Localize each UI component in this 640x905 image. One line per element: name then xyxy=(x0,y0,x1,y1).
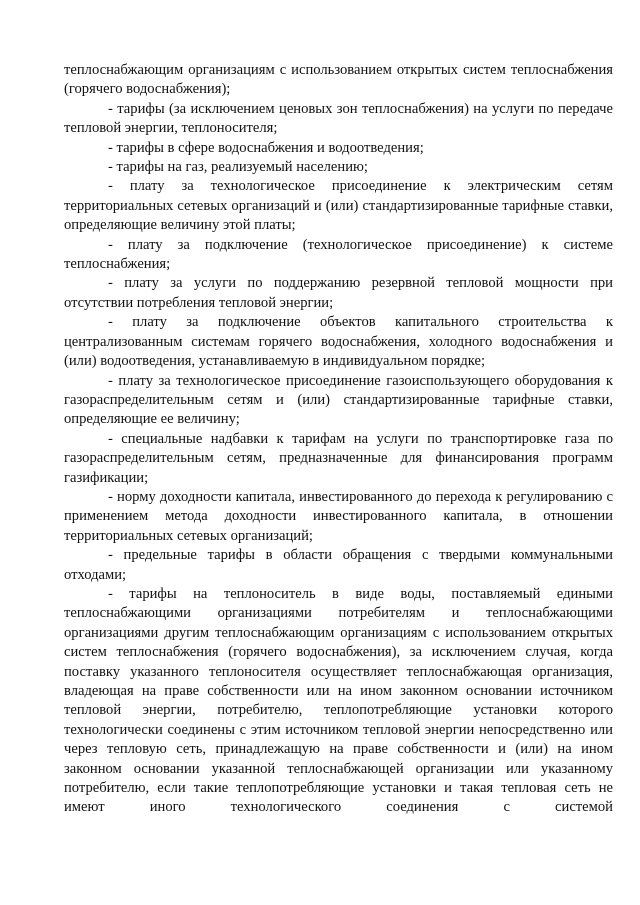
list-item-water-tariffs: - тарифы в сфере водоснабжения и водоотведения; xyxy=(108,139,424,156)
document-page xyxy=(64,61,613,818)
list-item-capital-construction-fee: - плату за подключение объектов капитального строительства к централизованным системам горячего водоснабжения, холодного водоснабжения и (или) водоотведения, устанавливаемую в индивидуальном порядке; xyxy=(64,314,613,370)
list-item-transport-tariffs: - тарифы (за исключением ценовых зон теплоснабжения) на услуги по передаче тепловой энергии, теплоносителя; xyxy=(64,100,613,137)
list-item-electric-connection-fee: - плату за технологическое присоединение к электрическим сетям территориальных сетевых организаций и (или) стандартизированные тарифные ставки, определяющие величину этой платы; xyxy=(64,178,613,234)
list-item-gas-tariffs: - тарифы на газ, реализуемый населению; xyxy=(108,159,368,176)
list-item-waste-tariffs: - предельные тарифы в области обращения с твердыми коммунальными отходами; xyxy=(64,547,613,583)
list-item-heat-connection-fee: - плату за подключение (технологическое присоединение) к системе теплоснабжения; xyxy=(64,236,613,273)
list-item-reserve-capacity-fee: - плату за услуги по поддержанию резервной тепловой мощности при отсутствии потребления тепловой энергии; xyxy=(64,275,613,311)
list-item-capital-return-rate: - норму доходности капитала, инвестированного до перехода к регулированию с применением метода доходности инвестированного капитала, в отношении территориальных сетевых организаций; xyxy=(64,488,613,544)
paragraph-continuation: теплоснабжающим организациям с использованием открытых систем теплоснабжения (горячего водоснабжения); xyxy=(64,62,613,98)
list-item-heat-carrier-tariffs: - тарифы на теплоноситель в виде воды, поставляемый едиными теплоснабжающими организациями потребителям и теплоснабжающими организациями другим теплоснабжающим организациям с использованием открытых систем теплоснабжения (горячего водоснабжения), за исключением случая, когда поставку указанного теплоносителя осуществляет теплоснабжающая организация, владеющая на праве собственности или на ином законном основании источником тепловой энергии, потребителю, теплопотребляющие установки которого технологически соединены с этим источником тепловой энергии непосредственно или через тепловую сеть, принадлежащую на праве собственности и (или) на ином законном основании указанной теплоснабжающей организации или указанному потребителю, если такие теплопотребляющие установки и такая тепловая сеть не имеют иного технологического соединения с системой xyxy=(64,585,613,816)
list-item-gasification-surcharges: - специальные надбавки к тарифам на услуги по транспортировке газа по газораспределительным сетям, предназначенные для финансирования программ газификации; xyxy=(64,430,613,486)
list-item-gas-equipment-fee: - плату за технологическое присоединение газоиспользующего оборудования к газораспределительным сетям и (или) стандартизированные тарифные ставки, определяющие ее величину; xyxy=(64,372,613,428)
